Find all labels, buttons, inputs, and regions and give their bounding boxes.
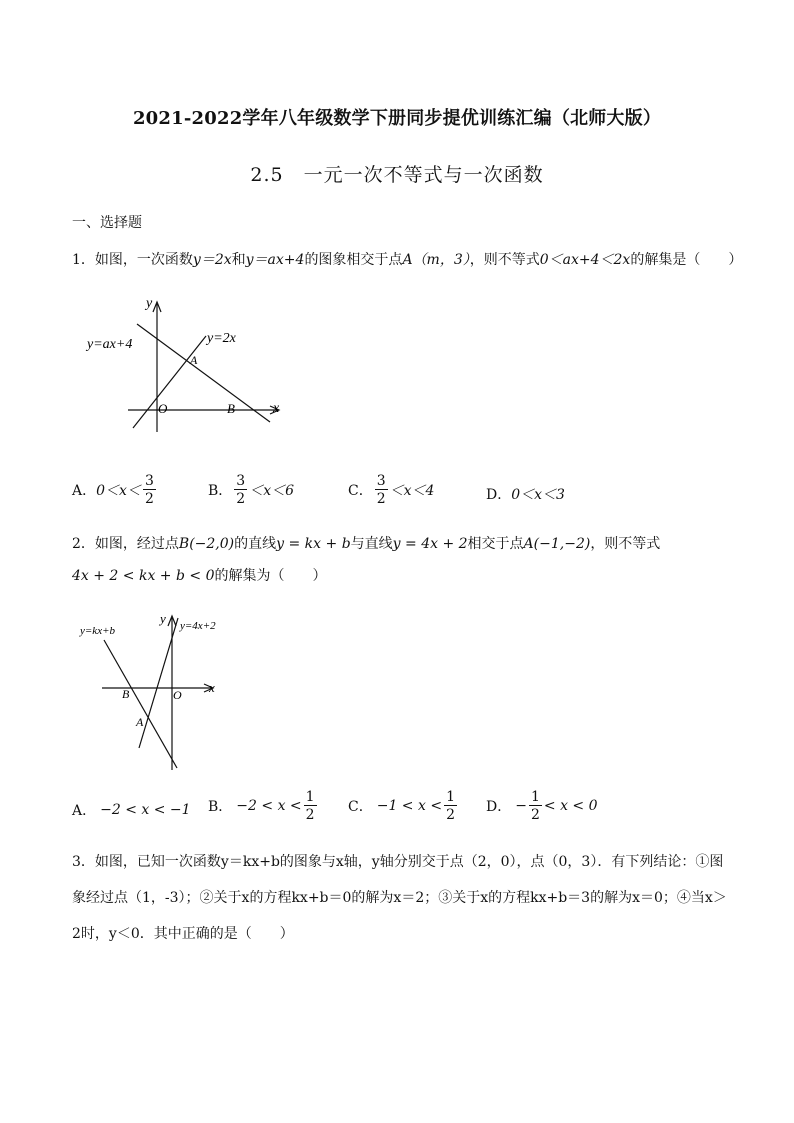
option-a[interactable] <box>72 800 191 820</box>
question-text: ，则不等式 <box>590 536 661 552</box>
section-heading: 一、选择题 <box>72 215 142 231</box>
question-number: 3． <box>72 854 95 870</box>
fraction <box>444 790 457 822</box>
question-text: 与直线 <box>350 536 393 552</box>
question-1-graph <box>80 292 300 442</box>
question-3-stem-line-2: 象经过点（1，-3）；②关于x的方程kx+b＝0的解为x＝2；③关于x的方程kx+b＝3的解为x＝0；④当x＞ <box>72 890 727 906</box>
option-text: 0＜x＜3 <box>511 487 565 503</box>
option-d[interactable] <box>486 790 598 822</box>
option-letter: B． <box>208 799 233 815</box>
option-text: < x < 0 <box>543 798 598 814</box>
option-letter: C． <box>348 483 373 499</box>
numerator: 3 <box>376 473 386 489</box>
question-number: 1． <box>72 252 95 268</box>
option-text: −2 < x < <box>236 798 302 814</box>
denominator: 2 <box>144 491 154 507</box>
formula: y＝2x <box>192 252 232 268</box>
formula: y＝ax+4 <box>245 252 305 268</box>
option-b[interactable] <box>208 790 319 822</box>
document-title: 2021-2022学年八年级数学下册同步提优训练汇编（北师大版） <box>132 108 662 129</box>
question-text: 相交于点 <box>467 536 524 552</box>
fraction <box>234 474 247 506</box>
x-axis-label: x <box>273 401 280 416</box>
question-text: 如图，一次函数 <box>94 252 193 268</box>
question-2-graph <box>76 610 236 775</box>
option-letter: C． <box>348 799 373 815</box>
formula: 0＜ax+4＜2x <box>539 252 631 268</box>
line-label-2x: y=2x <box>207 331 236 346</box>
option-text: −2 < x < −1 <box>100 802 191 818</box>
question-text: 的直线 <box>234 536 277 552</box>
denominator: 2 <box>376 491 386 507</box>
option-text: − <box>515 798 527 814</box>
option-a[interactable] <box>72 474 158 506</box>
question-2-stem-line-1 <box>72 534 660 554</box>
formula: y = kx + b <box>276 536 351 552</box>
formula: y = 4x + 2 <box>392 536 468 552</box>
formula: A（m，3） <box>402 252 470 268</box>
point-b-label: B <box>122 687 130 701</box>
point-b-label: B <box>227 401 235 416</box>
option-text: ＜x＜6 <box>249 483 295 499</box>
numerator: 3 <box>144 473 154 489</box>
numerator: 1 <box>305 789 315 805</box>
question-text: 的图象相交于点 <box>304 252 403 268</box>
fraction <box>304 790 317 822</box>
question-number: 2． <box>72 536 95 552</box>
formula: 4x + 2 < kx + b < 0 <box>72 568 215 584</box>
question-2-stem-line-2 <box>72 566 326 586</box>
option-letter: A． <box>72 483 97 499</box>
option-text: −1 < x < <box>376 798 443 814</box>
line-label-4x-plus-2: y=4x+2 <box>180 620 216 632</box>
denominator: 2 <box>446 807 455 823</box>
fraction <box>529 790 542 822</box>
numerator: 3 <box>236 473 246 489</box>
option-c[interactable] <box>348 474 434 506</box>
denominator: 2 <box>305 807 315 823</box>
option-c[interactable] <box>348 790 459 822</box>
point-a-label: A <box>136 715 144 729</box>
section-subtitle: 2.5 一元一次不等式与一次函数 <box>250 164 544 186</box>
numerator: 1 <box>446 789 455 805</box>
fraction <box>375 474 388 506</box>
fraction <box>143 474 156 506</box>
origin-label: O <box>173 688 182 702</box>
denominator: 2 <box>236 491 246 507</box>
question-text: 的解集为（ ） <box>214 568 327 584</box>
formula: A(−1,−2) <box>523 536 591 552</box>
y-axis-label: y <box>146 296 153 311</box>
option-letter: D． <box>486 487 512 503</box>
point-a-label: A <box>190 353 198 367</box>
question-text: 的解集是（ ） <box>630 252 743 268</box>
question-text: ，则不等式 <box>469 252 540 268</box>
question-1-stem <box>72 250 742 270</box>
option-text: 0＜x＜ <box>96 483 141 499</box>
denominator: 2 <box>530 807 540 823</box>
option-letter: A． <box>72 803 97 819</box>
option-text: ＜x＜4 <box>389 483 435 499</box>
question-text: 和 <box>231 252 246 268</box>
option-b[interactable] <box>208 474 294 506</box>
line-label-ax-plus-4: y=ax+4 <box>87 337 133 352</box>
option-letter: B． <box>208 483 233 499</box>
x-axis-label: x <box>209 680 215 695</box>
line-label-kx-plus-b: y=kx+b <box>80 625 115 637</box>
question-text: 如图，经过点 <box>94 536 179 552</box>
question-3-stem-line-1 <box>72 852 723 872</box>
option-letter: D． <box>486 799 512 815</box>
origin-label: O <box>158 401 168 416</box>
numerator: 1 <box>530 789 540 805</box>
line-y-2x <box>133 336 206 428</box>
question-text: 如图，已知一次函数y＝kx+b的图象与x轴，y轴分别交于点（2，0），点（0，3）．有下列结论：①图 <box>94 854 724 870</box>
option-d[interactable] <box>486 484 565 504</box>
y-axis-label: y <box>160 611 166 626</box>
formula: B(−2,0) <box>178 536 235 552</box>
question-3-stem-line-3: 2时，y＜0．其中正确的是（ ） <box>72 926 294 942</box>
